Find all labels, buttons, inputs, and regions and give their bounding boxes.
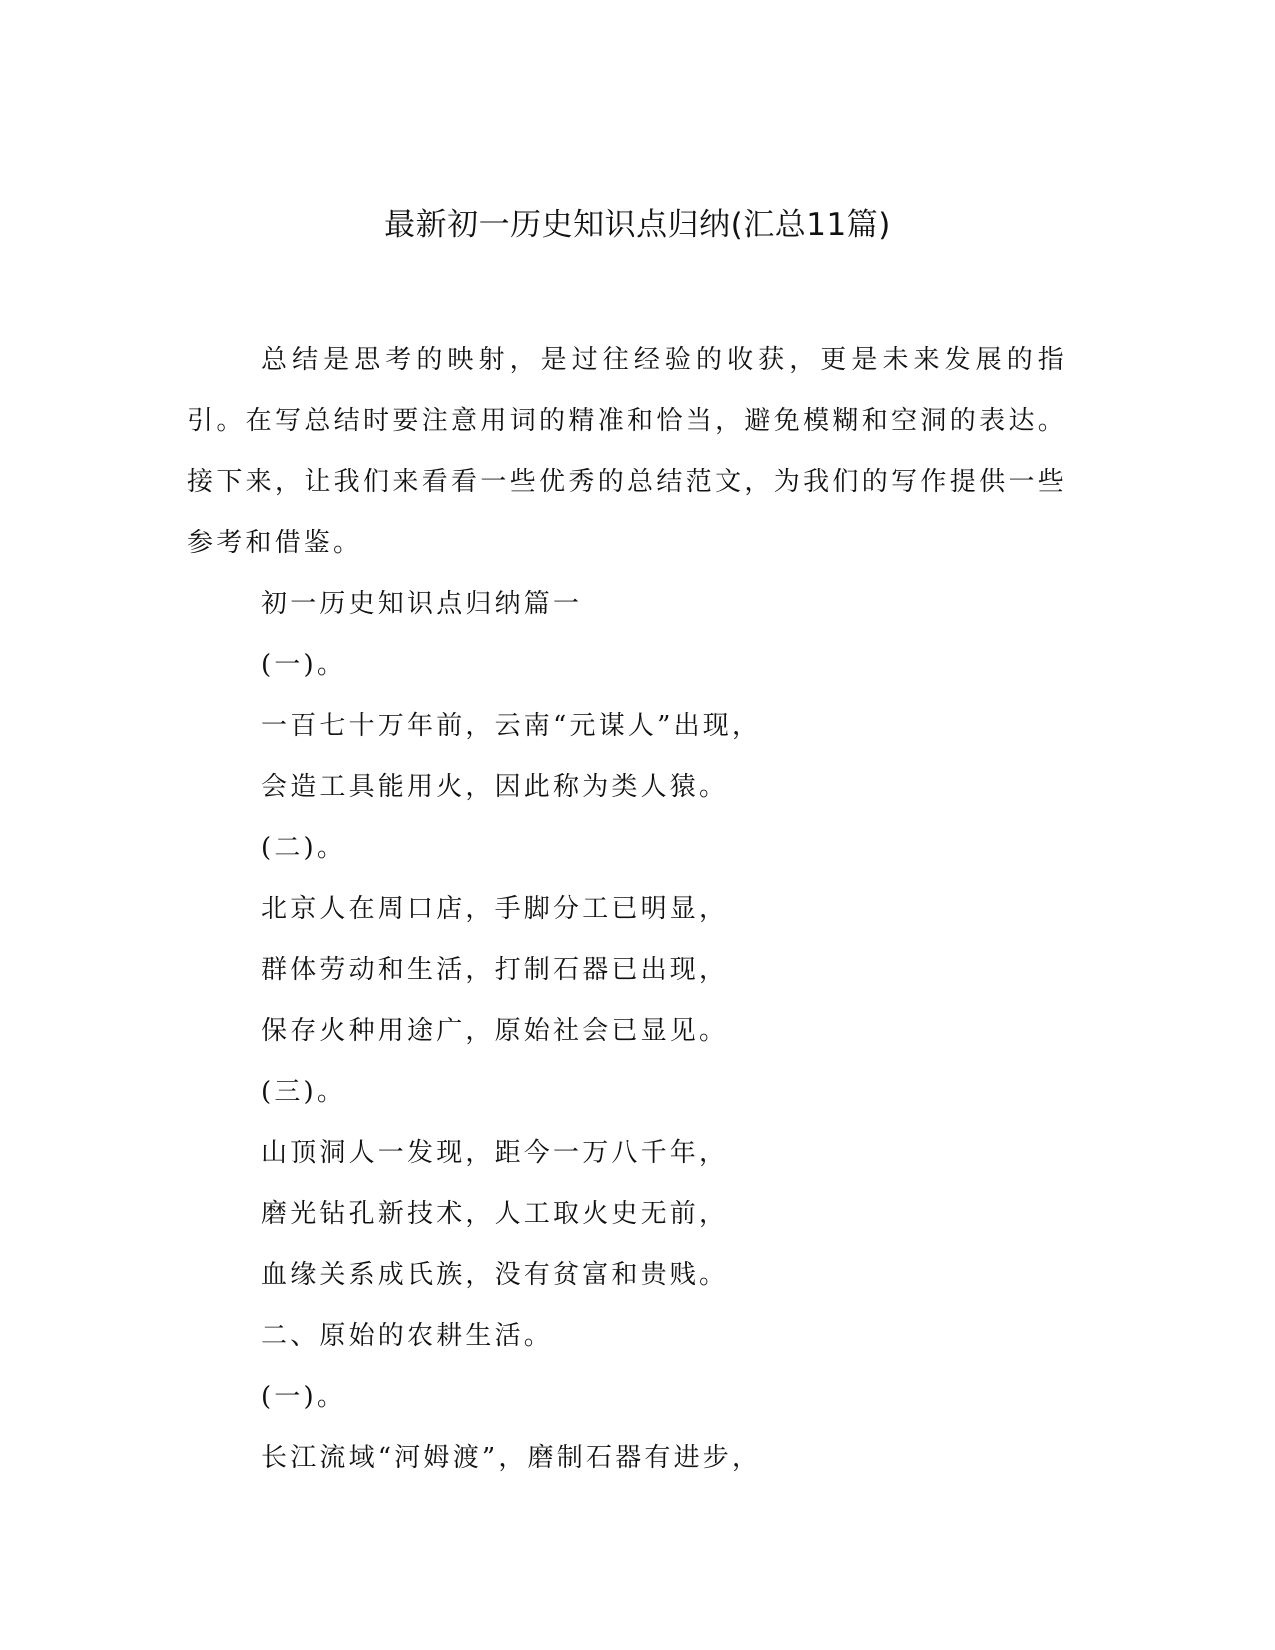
verse-line: 会造工具能用火，因此称为类人猿。 (261, 772, 729, 802)
intro-paragraph: 总结是思考的映射，是过往经验的收获，更是未来发展的指引。在写总结时要注意用词的精准和恰当，避免模糊和空洞的表达。接下来，让我们来看看一些优秀的总结范文，为我们的写作提供一些参考和借鉴。 (187, 345, 1067, 558)
verse-number: (三)。 (261, 1077, 347, 1107)
verse-number: (一)。 (261, 650, 347, 680)
verse-number: (一)。 (261, 1382, 347, 1412)
section-heading: 初一历史知识点归纳篇一 (261, 589, 583, 619)
verse-line: 磨光钻孔新技术，人工取火史无前， (261, 1199, 729, 1229)
document-title: 最新初一历史知识点归纳(汇总11篇) (384, 207, 891, 243)
section-heading: 二、原始的农耕生活。 (261, 1321, 554, 1351)
verse-line: 保存火种用途广，原始社会已显见。 (261, 1016, 729, 1046)
verse-line: 山顶洞人一发现，距今一万八千年， (261, 1138, 729, 1168)
verse-number: (二)。 (261, 833, 347, 863)
verse-line: 群体劳动和生活，打制石器已出现， (261, 955, 729, 985)
verse-line: 一百七十万年前，云南“元谋人”出现， (261, 711, 762, 741)
verse-line: 北京人在周口店，手脚分工已明显， (261, 894, 729, 924)
verse-line: 长江流域“河姆渡”，磨制石器有进步， (261, 1443, 762, 1473)
verse-line: 血缘关系成氏族，没有贫富和贵贱。 (261, 1260, 729, 1290)
document-body (187, 330, 1067, 1489)
